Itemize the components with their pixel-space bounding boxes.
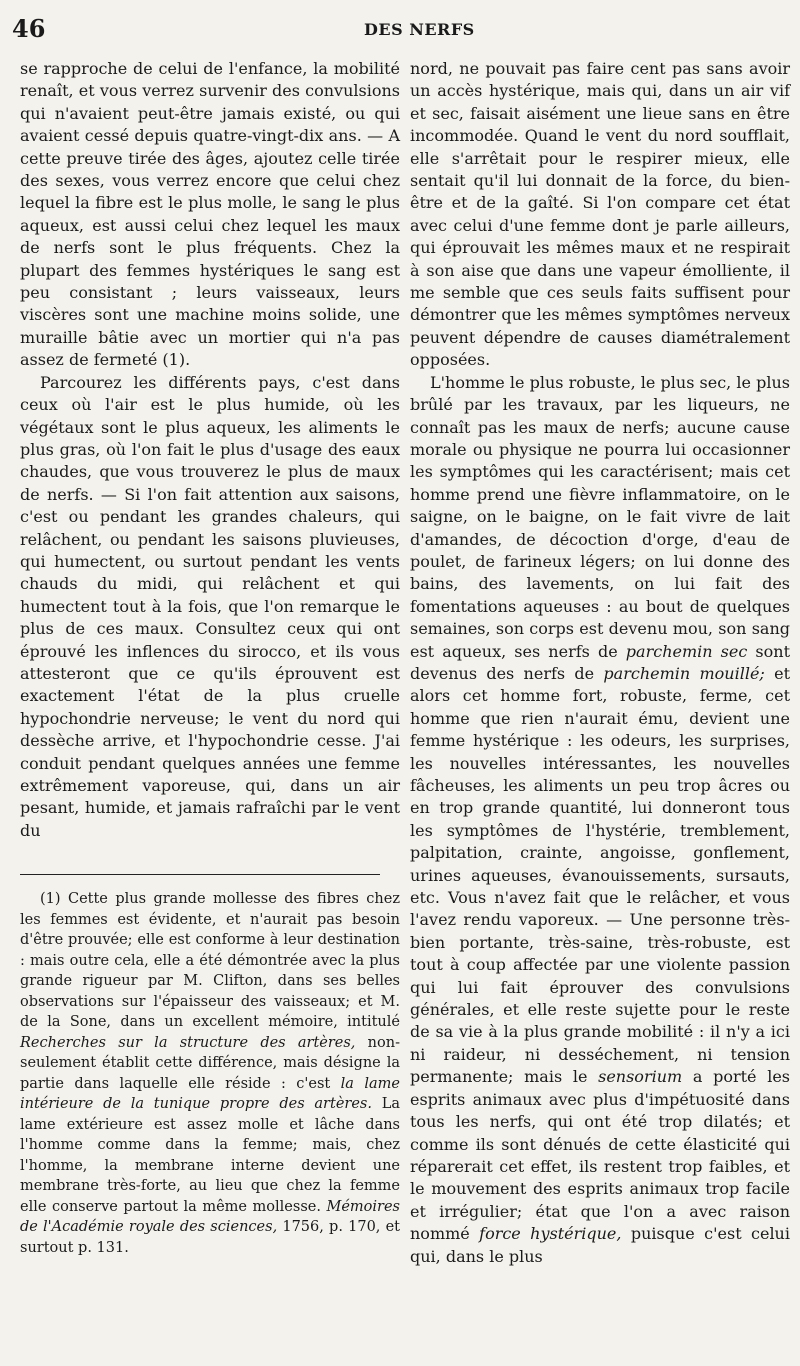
footnote-italic: Recherches sur la structure des artères, — [20, 1034, 356, 1051]
right-column — [410, 58, 790, 1268]
italic-term: force hystérique, — [479, 1224, 622, 1244]
footnote-text: 1756, p. 170, et surtout p. 131. — [20, 1219, 400, 1256]
paragraph-text: L'homme le plus robuste, le plus sec, le plus brûlé par les travaux, par les liqueurs, ne connaît pas les maux de nerfs; aucune cause morale ou physique ne pourra lui occasionner les symptômes qui les caractérisent; mais cet homme prend une fièvre inflammatoire, on le saigne, on le baigne, on le fait vivre de lait d'amandes, de décoction d'orge, d'eau de poulet, de farineux légers; on lui donne des bains, des lavements, on lui fait des fomentations aqueuses : au bout de quelques semaines, son corps est devenu mou, son sang est aqueux, ses nerfs de — [410, 372, 790, 661]
italic-term: sensorium — [598, 1067, 683, 1087]
body-paragraph — [410, 372, 790, 1268]
footnote-text: non-seulement établit cette différence, mais désigne la partie dans laquelle elle réside : c'est — [20, 1034, 400, 1092]
italic-term: parchemin sec — [625, 641, 748, 661]
body-paragraph: nord, ne pouvait pas faire cent pas sans avoir un accès hystérique, mais qui, dans un air vif et sec, faisait aisément une lieue sans en être incommodée. Quand le vent du nord soufflait, elle s'arrêtait pour le respirer mieux, elle sentait qu'il lui donnait de la force, du bien-être et de la gaîté. Si l'on compare cet état avec celui d'une femme dont je parle ailleurs, qui éprouvait les mêmes maux et ne respirait à son aise que dans une vapeur émolliente, il me semble que ces seuls faits suffisent pour démontrer que les mêmes symptômes nerveux peuvent dépendre de causes diamétralement opposées. — [410, 59, 790, 370]
page-number: 46 — [12, 14, 46, 43]
footnote-text: (1) Cette plus grande mollesse des fibres chez les femmes est évidente, et n'aurait pas besoin d'être prouvée; elle est conforme à leur destination : mais outre cela, elle a été démontrée avec la plus grande rigueur par M. Clifton, dans ses belles observations sur l'épaisseur des vaisseaux; et M. de la Sone, dans un excellent mémoire, intitulé — [20, 891, 400, 1031]
italic-term: parchemin mouillé; — [603, 663, 765, 683]
footnote-italic: Mémoires de l'Académie royale des sciences, — [20, 1198, 400, 1236]
footnote-italic: la lame intérieure de la tunique propre des artères. — [20, 1075, 400, 1113]
running-title: DES NERFS — [364, 20, 475, 39]
paragraph-text: a porté les esprits animaux avec plus d'impétuosité dans tous les nerfs, qui ont été trop dilatés; et comme ils sont dénués de cette élasticité qui réparerait cet effet, ils restent trop faibles, et le mouvement des esprits animaux trop facile et irrégulier; état que l'on a avec raison nommé — [410, 1067, 790, 1244]
footnote — [20, 889, 400, 1258]
left-column — [20, 58, 400, 1258]
footnote-rule — [20, 874, 380, 875]
page-header — [12, 14, 788, 44]
body-paragraph: se rapproche de celui de l'enfance, la mobilité renaît, et vous verrez survenir des convulsions qui n'avaient peut-être jamais existé, ou qui avaient cessé depuis quatre-vingt-dix ans. — A cette preuve tirée des âges, ajoutez celle tirée des sexes, vous verrez encore que celui chez lequel la fibre est le plus molle, le sang le plus aqueux, est aussi celui chez lequel les maux de nerfs sont le plus fréquents. Chez la plupart des femmes hystériques le sang est peu consistant ; leurs vaisseaux, leurs viscères sont une machine moins solide, une muraille bâtie avec un mortier qui n'a pas assez de fermeté (1). — [20, 59, 400, 370]
paragraph-text: sont devenus des nerfs de — [410, 641, 791, 683]
body-paragraph: Parcourez les différents pays, c'est dans ceux où l'air est le plus humide, où les végétaux sont le plus aqueux, les aliments le plus gras, où l'on fait le plus d'usage des eaux chaudes, que vous trouverez le plus de maux de nerfs. — Si l'on fait attention aux saisons, c'est ou pendant les grandes chaleurs, qui relâchent, ou pendant les saisons pluvieuses, qui humectent, ou surtout pendant les vents chauds du midi, qui relâchent et qui humectent tout à la fois, que l'on remarque le plus de ces maux. Consultez ceux qui ont éprouvé les inflences du sirocco, et ils vous attesteront que ce qu'ils éprouvent est exactement l'état de la plus cruelle hypochondrie nerveuse; le vent du nord qui dessèche arrive, et l'hypochondrie cesse. J'ai conduit pendant quelques années une femme extrêmement vaporeuse, qui, dans un air pesant, humide, et jamais rafraîchi par le vent du — [20, 372, 400, 840]
paragraph-text: puisque c'est celui qui, dans le plus — [410, 1224, 790, 1266]
footnote-text: La lame extérieure est assez molle et lâche dans l'homme comme dans la femme; mais, chez l'homme, la membrane interne devient une membrane très-forte, au lieu que chez la femme elle conserve partout la même mollesse. — [20, 1096, 400, 1215]
paragraph-text: et alors cet homme fort, robuste, ferme, cet homme que rien n'aurait ému, devient une femme hystérique : les odeurs, les surprises, les nouvelles intéressantes, les nouvelles fâcheuses, les aliments un peu trop âcres ou en trop grande quantité, lui donneront tous les symptômes de l'hystérie, tremblement, palpitation, crainte, angoisse, gonflement, urines aqueuses, évanouissements, sursauts, etc. Vous n'avez fait que le relâcher, et vous l'avez rendu vaporeux. — Une personne très-bien portante, très-saine, très-robuste, est tout à coup affectée par une violente passion qui lui fait éprouver des convulsions générales, et elle reste sujette pour le reste de sa vie à la plus grande mobilité : il n'y a ici ni raideur, ni desséchement, ni tension permanente; mais le — [410, 663, 790, 1087]
